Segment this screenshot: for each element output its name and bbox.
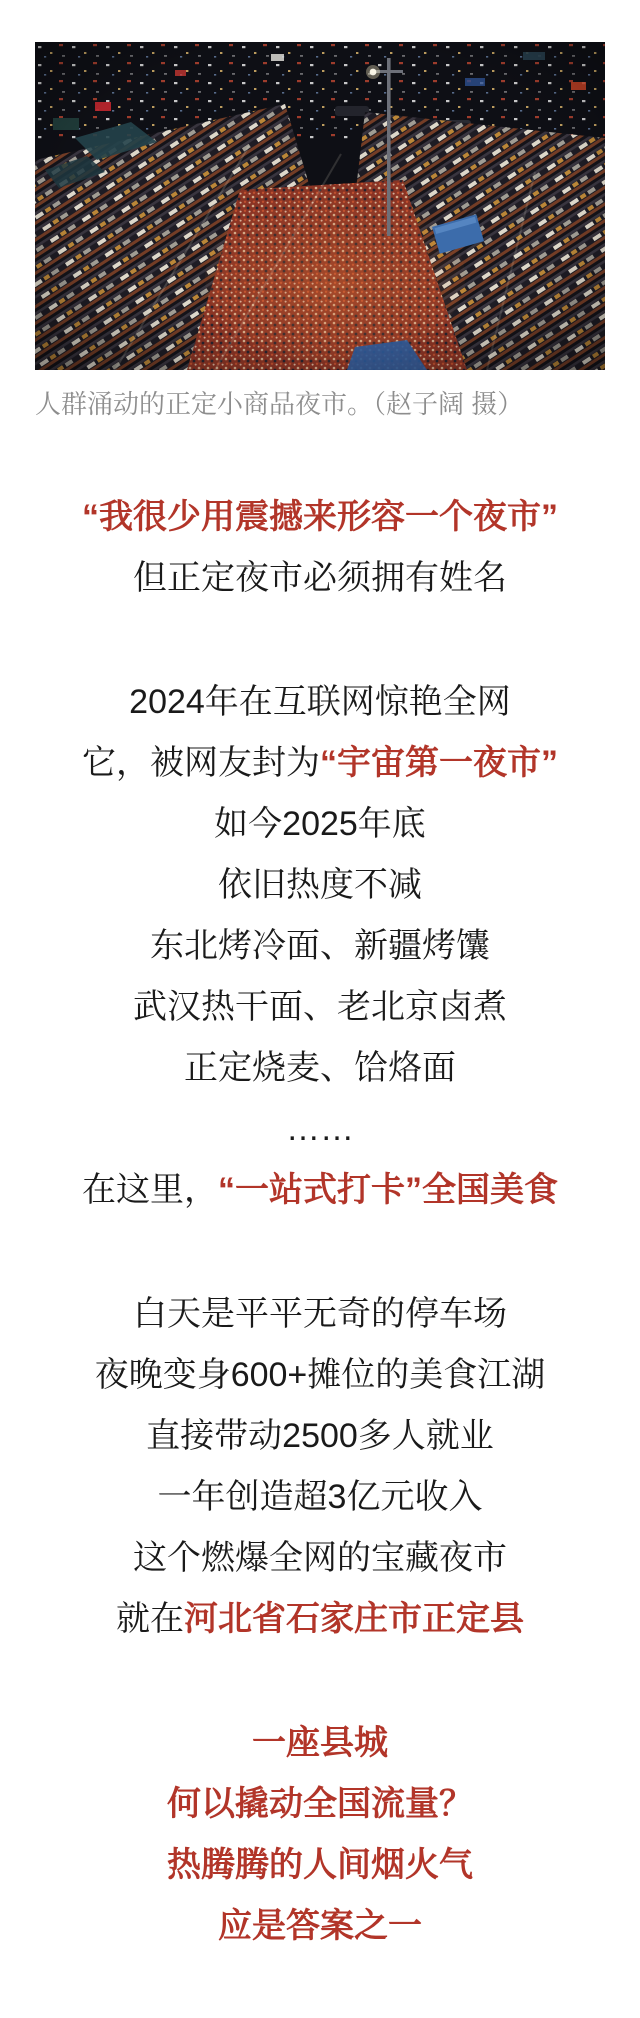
emphasis-text: 何以撬动全国流量？	[167, 1785, 473, 1823]
text-line	[20, 1099, 620, 1160]
text-segment: 它，被网友封为	[82, 744, 320, 782]
text-line	[20, 1467, 620, 1528]
text-segment: 正定烧麦、饸烙面	[184, 1049, 456, 1087]
paragraph	[20, 487, 620, 609]
text-line	[20, 1589, 620, 1650]
text-line	[20, 1160, 620, 1221]
text-segment: 就在	[116, 1600, 184, 1638]
emphasis-text: 河北省石家庄市正定县	[184, 1600, 524, 1638]
emphasis-text: “我很少用震撼来形容一个夜市”	[82, 498, 558, 536]
text-line	[20, 1774, 620, 1835]
paragraph	[20, 1284, 620, 1650]
text-segment: 夜晚变身600+摊位的美食江湖	[94, 1356, 546, 1394]
text-segment: 武汉热干面、老北京卤煮	[133, 988, 507, 1026]
text-line	[20, 1345, 620, 1406]
text-segment: 如今2025年底	[214, 805, 426, 843]
text-line	[20, 733, 620, 794]
text-segment: 但正定夜市必须拥有姓名	[133, 559, 507, 597]
text-line	[20, 1038, 620, 1099]
text-line	[20, 1528, 620, 1589]
text-line	[20, 548, 620, 609]
text-line	[20, 1284, 620, 1345]
text-line	[20, 1406, 620, 1467]
paragraph	[20, 1713, 620, 1957]
emphasis-text: “宇宙第一夜市”	[320, 744, 558, 782]
text-segment: 依旧热度不减	[218, 866, 422, 904]
text-line	[20, 977, 620, 1038]
text-segment: 在这里，	[82, 1171, 218, 1209]
text-line	[20, 1896, 620, 1957]
emphasis-text: 热腾腾的人间烟火气	[167, 1846, 473, 1884]
text-segment: 一年创造超3亿元收入	[157, 1478, 483, 1516]
text-line	[20, 1835, 620, 1896]
text-segment: 东北烤冷面、新疆烤馕	[150, 927, 490, 965]
text-line	[20, 855, 620, 916]
text-segment: 这个燃爆全网的宝藏夜市	[133, 1539, 507, 1577]
night-market-photo-art	[35, 42, 605, 370]
text-segment: 2024年在互联网惊艳全网	[129, 683, 511, 721]
emphasis-text: “一站式打卡”全国美食	[218, 1171, 558, 1209]
emphasis-text: 一座县城	[252, 1724, 388, 1762]
night-market-photo[interactable]	[35, 42, 605, 370]
text-line	[20, 1713, 620, 1774]
article-body	[0, 487, 640, 1957]
text-line	[20, 672, 620, 733]
paragraph	[20, 672, 620, 1221]
photo-caption: 人群涌动的正定小商品夜市。（赵子阔 摄）	[35, 389, 524, 419]
hero-figure	[0, 0, 640, 420]
text-segment: 白天是平平无奇的停车场	[133, 1295, 507, 1333]
text-segment: ……	[286, 1110, 354, 1148]
text-line	[20, 794, 620, 855]
emphasis-text: 应是答案之一	[218, 1907, 422, 1945]
text-line	[20, 487, 620, 548]
text-line	[20, 916, 620, 977]
text-segment: 直接带动2500多人就业	[146, 1417, 494, 1455]
